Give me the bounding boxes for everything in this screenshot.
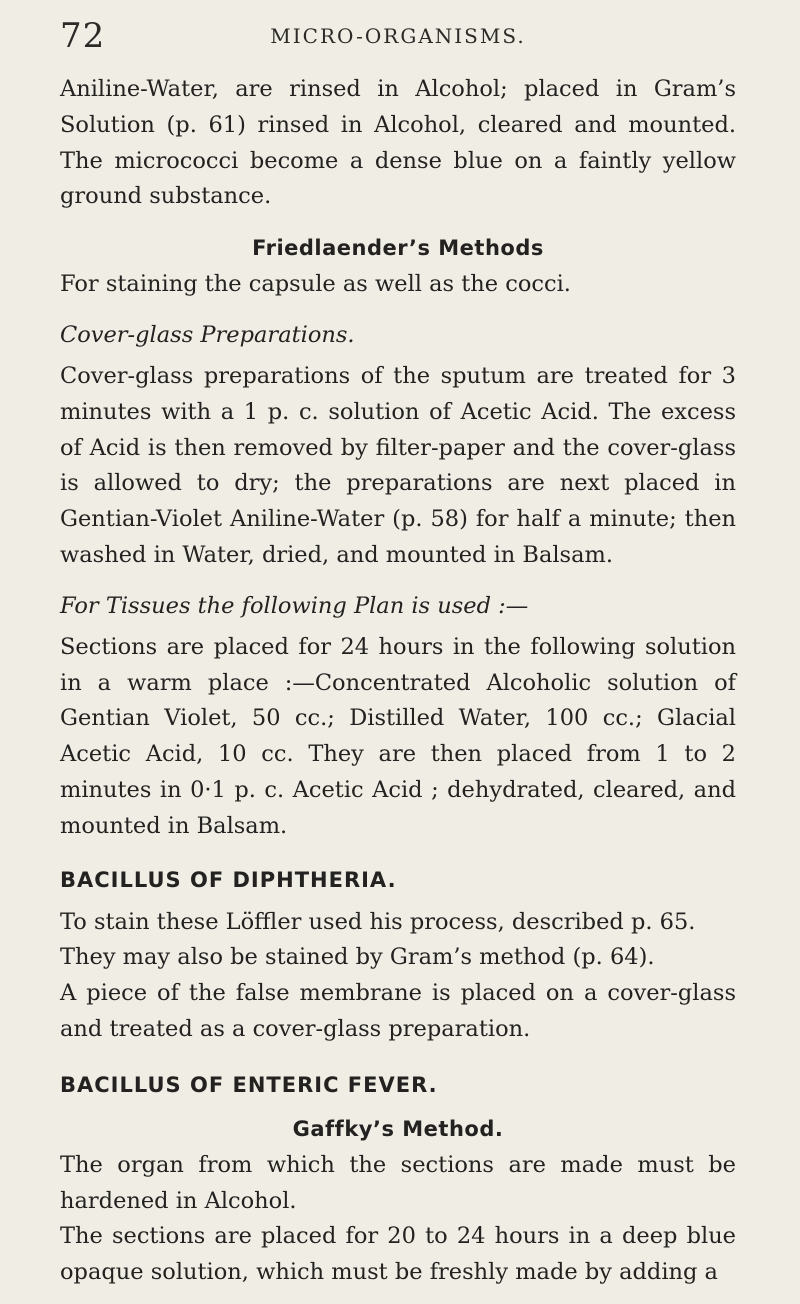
paragraph-organ-hardened: The organ from which the sections are made must be hardened in Alcohol. <box>60 1151 736 1214</box>
page-body <box>60 72 736 1291</box>
paragraph-gram-rinse: Aniline-Water, are rinsed in Alcohol; placed in Gram’s Solution (p. 61) rinsed in Alcohol, cleared and mounted. The micrococci become a dense blue on a faintly yellow ground substance. <box>60 76 736 210</box>
running-title: MICRO-ORGANISMS. <box>270 24 526 48</box>
section-heading-diphtheria: BACILLUS OF DIPHTHERIA. <box>60 867 397 892</box>
paragraph-cover-glass: Cover-glass preparations of the sputum are treated for 3 minutes with a 1 p. c. solution of Acetic Acid. The excess of Acid is then removed by filter-paper and the cover-glass is allowed to dry; the preparations are next placed in Gentian-Violet Aniline-Water (p. 58) for half a minute; then washed in Water, dried, and mounted in Balsam. <box>60 362 736 568</box>
paragraph-blue-solution: The sections are placed for 20 to 24 hours in a deep blue opaque solution, which must be freshly made by adding a <box>60 1223 736 1286</box>
paragraph-gram-method: They may also be stained by Gram’s method (p. 64). <box>60 944 655 971</box>
page-number: 72 <box>60 16 106 56</box>
paragraph-false-membrane: A piece of the false membrane is placed on a cover-glass and treated as a cover-glass preparation. <box>60 980 736 1042</box>
subheading-tissues: For Tissues the following Plan is used :— <box>60 592 529 619</box>
paragraph-capsule: For staining the capsule as well as the cocci. <box>60 271 571 298</box>
paragraph-tissues: Sections are placed for 24 hours in the following solution in a warm place :—Concentrated Alcoholic solution of Gentian Violet, 50 cc.; Distilled Water, 100 cc.; Glacial Acetic Acid, 10 cc. They are then placed from 1 to 2 minutes in 0·1 p. c. Acetic Acid ; dehydrated, cleared, and mounted in Balsam. <box>60 633 736 839</box>
paragraph-loffler: To stain these Löffler used his process, described p. 65. <box>60 908 696 935</box>
subheading-gaffky: Gaffky’s Method. <box>292 1116 504 1141</box>
running-head <box>60 0 736 60</box>
subheading-cover-glass: Cover-glass Preparations. <box>60 321 355 348</box>
section-heading-enteric: BACILLUS OF ENTERIC FEVER. <box>60 1072 438 1097</box>
section-heading-friedlaender: Friedlaender’s Methods <box>252 236 544 261</box>
